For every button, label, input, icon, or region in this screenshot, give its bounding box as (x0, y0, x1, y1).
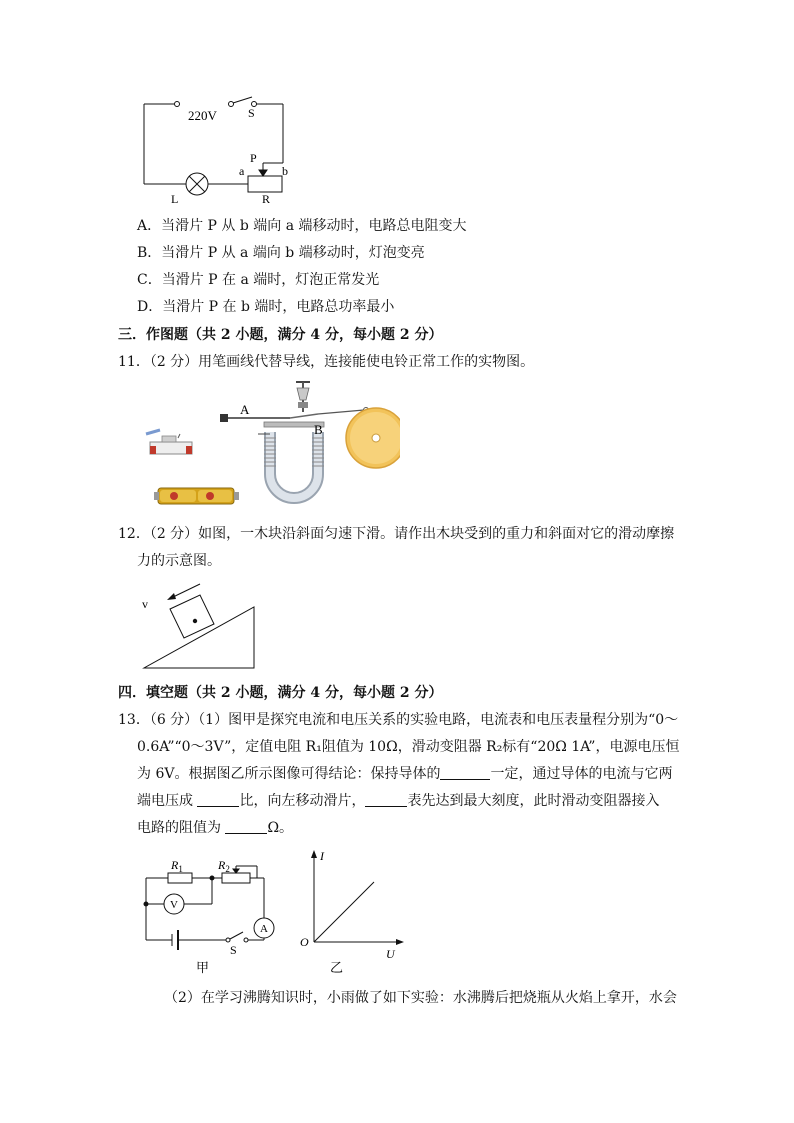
wooden-block (170, 595, 214, 638)
q13-blank-2[interactable] (197, 792, 239, 807)
q11-text: 11．（2 分）用笔画线代替导线，连接能使电铃正常工作的实物图。 (118, 354, 535, 370)
q13-r1-letter: R (171, 858, 179, 872)
q13-blank-4[interactable] (225, 819, 267, 834)
q10-resistor-label: R (262, 192, 271, 206)
q12-incline-figure (138, 578, 260, 672)
q13-y-axis-label: I (320, 849, 324, 863)
q12-velocity-label: v (142, 597, 148, 611)
q13-r2-letter: R (218, 858, 226, 872)
velocity-arrow-icon (167, 593, 176, 600)
svg-text:R1 (170, 858, 183, 874)
q13-voltmeter-label: V (170, 899, 178, 911)
q12-line-1: 12．（2 分）如图，一木块沿斜面匀速下滑。请作出木块受到的重力和斜面对它的滑动摩擦 (118, 526, 675, 542)
q11-bell-apparatus-figure (140, 376, 400, 508)
i-u-line (314, 882, 374, 942)
q13-ammeter-label: A (260, 923, 268, 935)
q10-option-c: C．当滑片 P 在 a 端时，灯泡正常发光 (137, 272, 380, 288)
q13-line-5 (137, 817, 293, 837)
q13-line-4-text-c: 表先达到最大刻度，此时滑动变阻器接入 (407, 793, 660, 809)
q13-blank-3[interactable] (365, 792, 407, 807)
y-axis-arrow-icon (311, 850, 317, 858)
contact-screw-icon (296, 382, 310, 412)
q10-circuit-diagram (138, 96, 298, 208)
q13-caption-yi: 乙 (330, 960, 344, 975)
q13-caption-jia: 甲 (196, 960, 210, 975)
q11-label-a: A (240, 402, 250, 417)
knife-switch-icon (146, 430, 192, 454)
q10-option-a: A．当滑片 P 从 b 端向 a 端移动时，电路总电阻变大 (137, 218, 467, 234)
q13-line-3 (137, 763, 672, 783)
q13-line-3-text-a: 为 6V。根据图乙所示图像可得结论：保持导体的 (137, 766, 441, 782)
section-4-title: 四．填空题（共 2 小题，满分 4 分，每小题 2 分） (118, 685, 443, 701)
q13-r2-sub: 2 (225, 864, 230, 874)
section-3-title: 三．作图题（共 2 小题，满分 4 分，每小题 2 分） (118, 327, 443, 343)
battery-icon (154, 488, 239, 504)
q13-line-1: 13．（6 分）（1）图甲是探究电流和电压关系的实验电路，电流表和电压表量程分别为“0～ (118, 712, 679, 728)
q13-line-4-text-b: 比，向左移动滑片， (239, 793, 366, 809)
q10-slider-label: P (250, 151, 257, 165)
q13-blank-1[interactable] (440, 765, 490, 780)
q11-label-b: B (314, 422, 323, 437)
q13-x-axis-label: U (386, 947, 395, 961)
q13-line-4 (137, 790, 659, 810)
q10-option-b: B．当滑片 P 从 a 端向 b 端移动时，灯泡变亮 (137, 245, 425, 261)
q10-lamp-label: L (171, 192, 179, 206)
q13-line-5-text-a: 电路的阻值为 (137, 820, 226, 836)
q13-origin-label: O (300, 935, 309, 949)
q13-graph-yi (296, 844, 408, 978)
q13-line-3-text-b: 一定，通过导体的电流与它两 (490, 766, 673, 782)
terminal-a-icon (220, 414, 228, 422)
q10-end-a-label: a (239, 164, 245, 178)
q12-line-2: 力的示意图。 (137, 553, 221, 569)
q13-part-2: （2）在学习沸腾知识时，小雨做了如下实验：水沸腾后把烧瓶从火焰上拿开，水会 (164, 990, 677, 1006)
bell-gong-icon (346, 408, 400, 468)
q10-source-label: 220V (188, 108, 217, 123)
q13-line-2: 0.6A”“0～3V”，定值电阻 R₁阻值为 10Ω，滑动变阻器 R₂标有“20Ω 1A”，电源电压恒 (137, 739, 680, 755)
q13-r1-sub: 1 (178, 864, 183, 874)
q13-line-4-text-a: 端电压成 (137, 793, 198, 809)
q10-end-b-label: b (282, 164, 288, 178)
q10-switch-label: S (248, 106, 255, 120)
q13-switch-label: S (230, 943, 237, 957)
q13-circuit-jia (140, 848, 280, 978)
x-axis-arrow-icon (396, 939, 404, 945)
q10-option-d: D．当滑片 P 在 b 端时，电路总功率最小 (137, 299, 395, 315)
u-electromagnet-icon (264, 432, 324, 498)
svg-text:R2 (217, 858, 230, 874)
q13-line-5-text-b: Ω。 (267, 820, 294, 836)
